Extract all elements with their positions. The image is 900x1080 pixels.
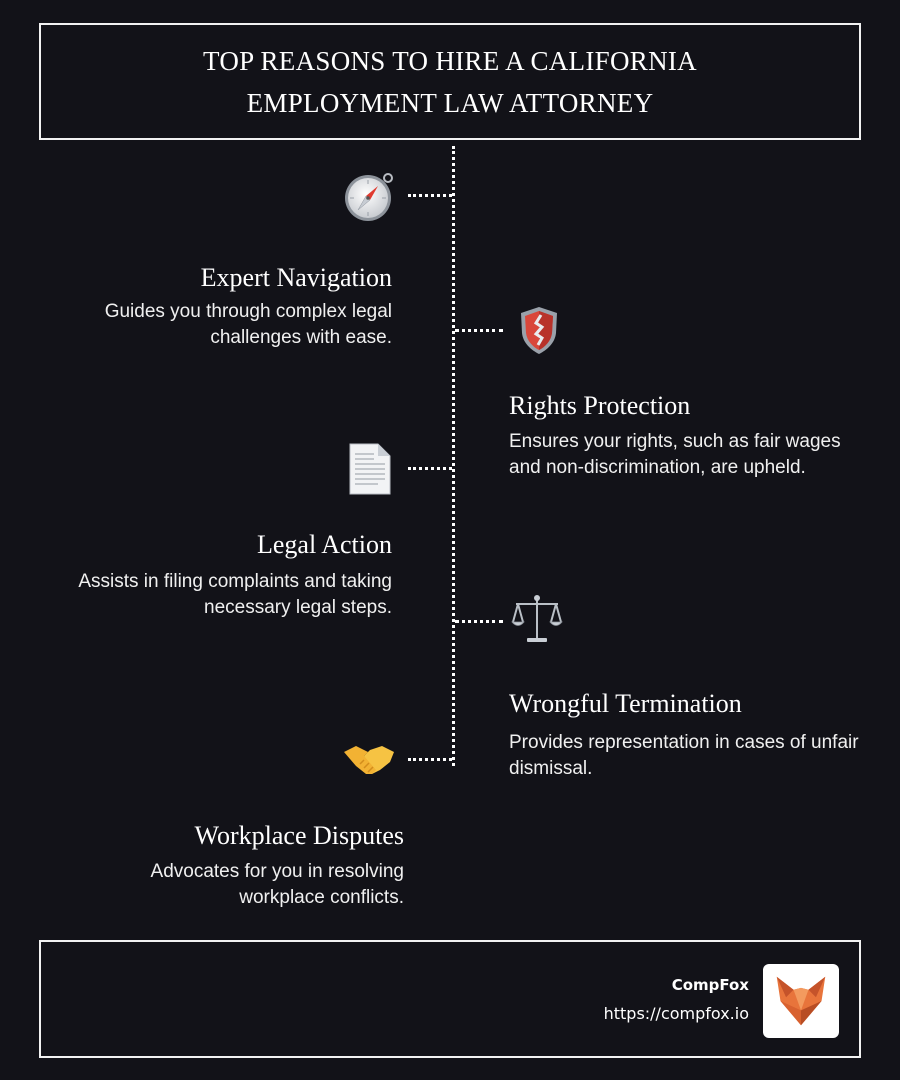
connector-expert-navigation	[408, 194, 452, 197]
item-title-expert-navigation: Expert Navigation	[200, 263, 392, 292]
brand-name: CompFox	[671, 976, 749, 994]
balance-scale-icon	[510, 592, 564, 646]
handshake-icon	[342, 732, 396, 786]
fox-logo	[763, 964, 839, 1038]
compass-icon	[342, 170, 396, 224]
item-title-wrongful-termination: Wrongful Termination	[509, 689, 742, 718]
item-desc-wrongful-termination: Provides representation in cases of unfair dismissal.	[509, 732, 859, 779]
timeline-line	[452, 146, 455, 766]
title-box	[39, 23, 861, 140]
shield-icon	[512, 303, 566, 357]
footer-box	[39, 940, 861, 1058]
connector-workplace-disputes	[408, 758, 452, 761]
document-icon	[342, 442, 396, 496]
item-desc-legal-action: Assists in filing complaints and taking necessary legal steps.	[78, 571, 392, 618]
item-title-workplace-disputes: Workplace Disputes	[194, 821, 404, 850]
connector-legal-action	[408, 467, 452, 470]
connector-rights-protection	[455, 329, 503, 332]
item-title-rights-protection: Rights Protection	[509, 391, 691, 420]
item-title-legal-action: Legal Action	[256, 530, 392, 559]
item-desc-workplace-disputes: Advocates for you in resolving workplace conflicts.	[150, 861, 404, 908]
item-desc-rights-protection: Ensures your rights, such as fair wages and non-discrimination, are upheld.	[509, 431, 841, 478]
brand-url[interactable]: https://compfox.io	[603, 1004, 749, 1023]
page-title: TOP REASONS TO HIRE A CALIFORNIA EMPLOYMENT LAW ATTORNEY	[203, 45, 697, 118]
connector-wrongful-termination	[455, 620, 503, 623]
item-desc-expert-navigation: Guides you through complex legal challenges with ease.	[104, 301, 392, 348]
